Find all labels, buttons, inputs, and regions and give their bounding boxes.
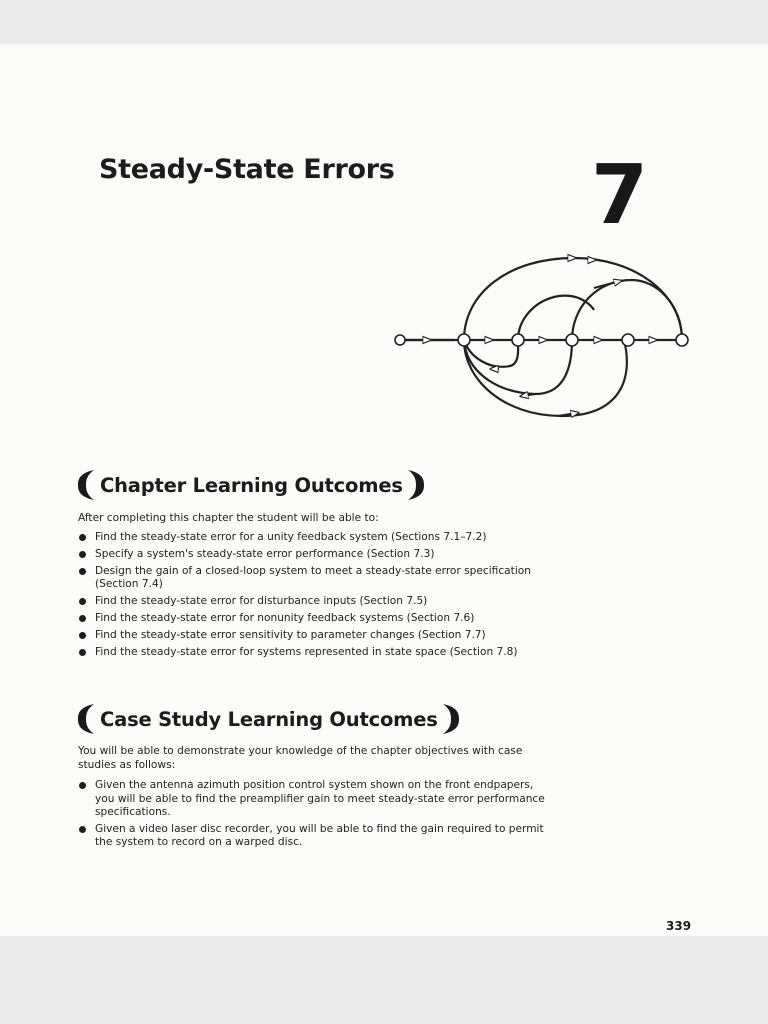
- bullet-icon: [79, 551, 86, 558]
- page-number: 339: [666, 919, 692, 933]
- bullet-icon: [79, 568, 86, 575]
- list-item: Given a video laser disc recorder, you will be able to find the gain required to permit the system to record on a warped disc.: [78, 823, 548, 850]
- chapter-title: Steady-State Errors: [99, 154, 395, 185]
- list-item: Specify a system's steady-state error performance (Section 7.3): [78, 548, 548, 562]
- list-item: Given the antenna azimuth position control system shown on the front endpapers, you will be able to find the preamplifier gain to meet steady-state error performance specifications.: [78, 779, 548, 820]
- learning-outcomes-list: [78, 531, 548, 663]
- signal-flow-graph-icon: [394, 248, 694, 424]
- case-study-intro: You will be able to demonstrate your knowledge of the chapter objectives with case studies as follows:: [78, 745, 523, 771]
- list-item: Find the steady-state error for a unity feedback system (Sections 7.1–7.2): [78, 531, 548, 545]
- bullet-icon: [79, 826, 86, 833]
- list-item: Find the steady-state error for systems represented in state space (Section 7.8): [78, 646, 548, 660]
- learning-outcomes-title: Chapter Learning Outcomes: [100, 473, 403, 497]
- bullet-icon: [79, 782, 86, 789]
- right-bracket-icon: [406, 469, 426, 501]
- right-bracket-icon: [441, 703, 461, 735]
- left-bracket-icon: [76, 703, 96, 735]
- list-item: Find the steady-state error for disturbance inputs (Section 7.5): [78, 595, 548, 609]
- learning-outcomes-intro: After completing this chapter the student will be able to:: [78, 512, 379, 524]
- list-item: Design the gain of a closed-loop system to meet a steady-state error specification (Section 7.4): [78, 565, 548, 592]
- learning-outcomes-heading: [76, 469, 426, 501]
- case-study-list: [78, 779, 548, 853]
- bullet-icon: [79, 649, 86, 656]
- case-study-title: Case Study Learning Outcomes: [100, 707, 438, 731]
- list-item: Find the steady-state error sensitivity to parameter changes (Section 7.7): [78, 629, 548, 643]
- bullet-icon: [79, 598, 86, 605]
- case-study-heading: [76, 703, 461, 735]
- bullet-icon: [79, 632, 86, 639]
- bullet-icon: [79, 534, 86, 541]
- bullet-icon: [79, 615, 86, 622]
- book-page: [0, 44, 768, 936]
- list-item: Find the steady-state error for nonunity feedback systems (Section 7.6): [78, 612, 548, 626]
- chapter-number: 7: [591, 148, 649, 243]
- left-bracket-icon: [76, 469, 96, 501]
